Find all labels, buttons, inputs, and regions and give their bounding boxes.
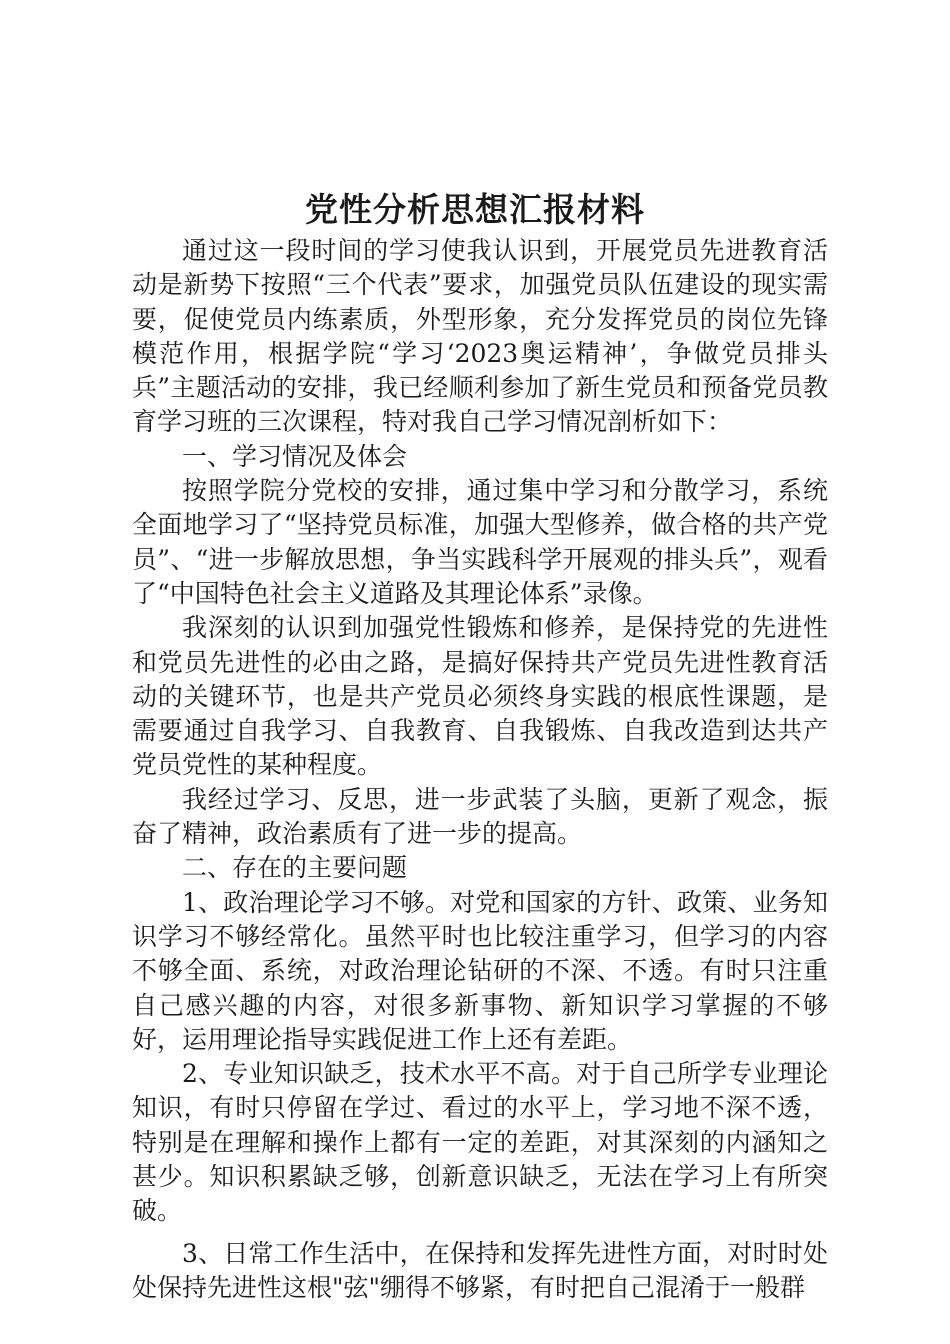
paragraph-understanding: 我深刻的认识到加强党性锻炼和修养，是保持党的先进性和党员先进性的必由之路，是搞好保持共产党员先进性教育活动的关键环节，也是共产党员必须终身实践的根底性课题，是需要通过自我学习、自我教育、自我锻炼、自我改造到达共产党员党性的某种程度。 [132, 613, 828, 780]
paragraph-problem-1: 1、政治理论学习不够。对党和国家的方针、政策、业务知识学习不够经常化。虽然平时也比较注重学习，但学习的内容不够全面、系统，对政治理论钻研的不深、不透。有时只注重自己感兴趣的内容，对很多新事物、新知识学习掌握的不够好，运用理论指导实践促进工作上还有差距。 [132, 887, 828, 1054]
paragraph-intro: 通过这一段时间的学习使我认识到，开展党员先进教育活动是新势下按照“三个代表”要求，加强党员队伍建设的现实需要，促使党员内练素质，外型形象，充分发挥党员的岗位先锋模范作用，根据学院“学习‘2023奥运精神’，争做党员排头兵”主题活动的安排，我已经顺利参加了新生党员和预备党员教育学习班的三次课程，特对我自己学习情况剖析如下： [132, 236, 828, 437]
section-heading-2: 二、存在的主要问题 [182, 853, 408, 883]
paragraph-reflection: 我经过学习、反思，进一步武装了头脑，更新了观念，振奋了精神，政治素质有了进一步的提高。 [132, 784, 828, 849]
document-title: 党性分析思想汇报材料 [305, 190, 645, 229]
document-body [132, 234, 828, 1305]
paragraph-problem-3: 3、日常工作生活中，在保持和发挥先进性方面，对时时处处保持先进性这根"弦"绷得不够紧，有时把自己混淆于一般群 [132, 1238, 828, 1302]
paragraph-study: 按照学院分党校的安排，通过集中学习和分散学习，系统全面地学习了“坚持党员标准，加强大型修养，做合格的共产党员”、“进一步解放思想，争当实践科学开展观的排头兵”，观看了“中国特色社会主义道路及其理论体系”录像。 [132, 476, 828, 608]
paragraph-problem-2: 2、专业知识缺乏，技术水平不高。对于自己所学专业理论知识，有时只停留在学过、看过的水平上，学习地不深不透，特别是在理解和操作上都有一定的差距，对其深刻的内涵知之甚少。知识积累缺乏够，创新意识缺乏，无法在学习上有所突破。 [132, 1059, 828, 1226]
section-heading-1: 一、学习情况及体会 [182, 441, 408, 471]
